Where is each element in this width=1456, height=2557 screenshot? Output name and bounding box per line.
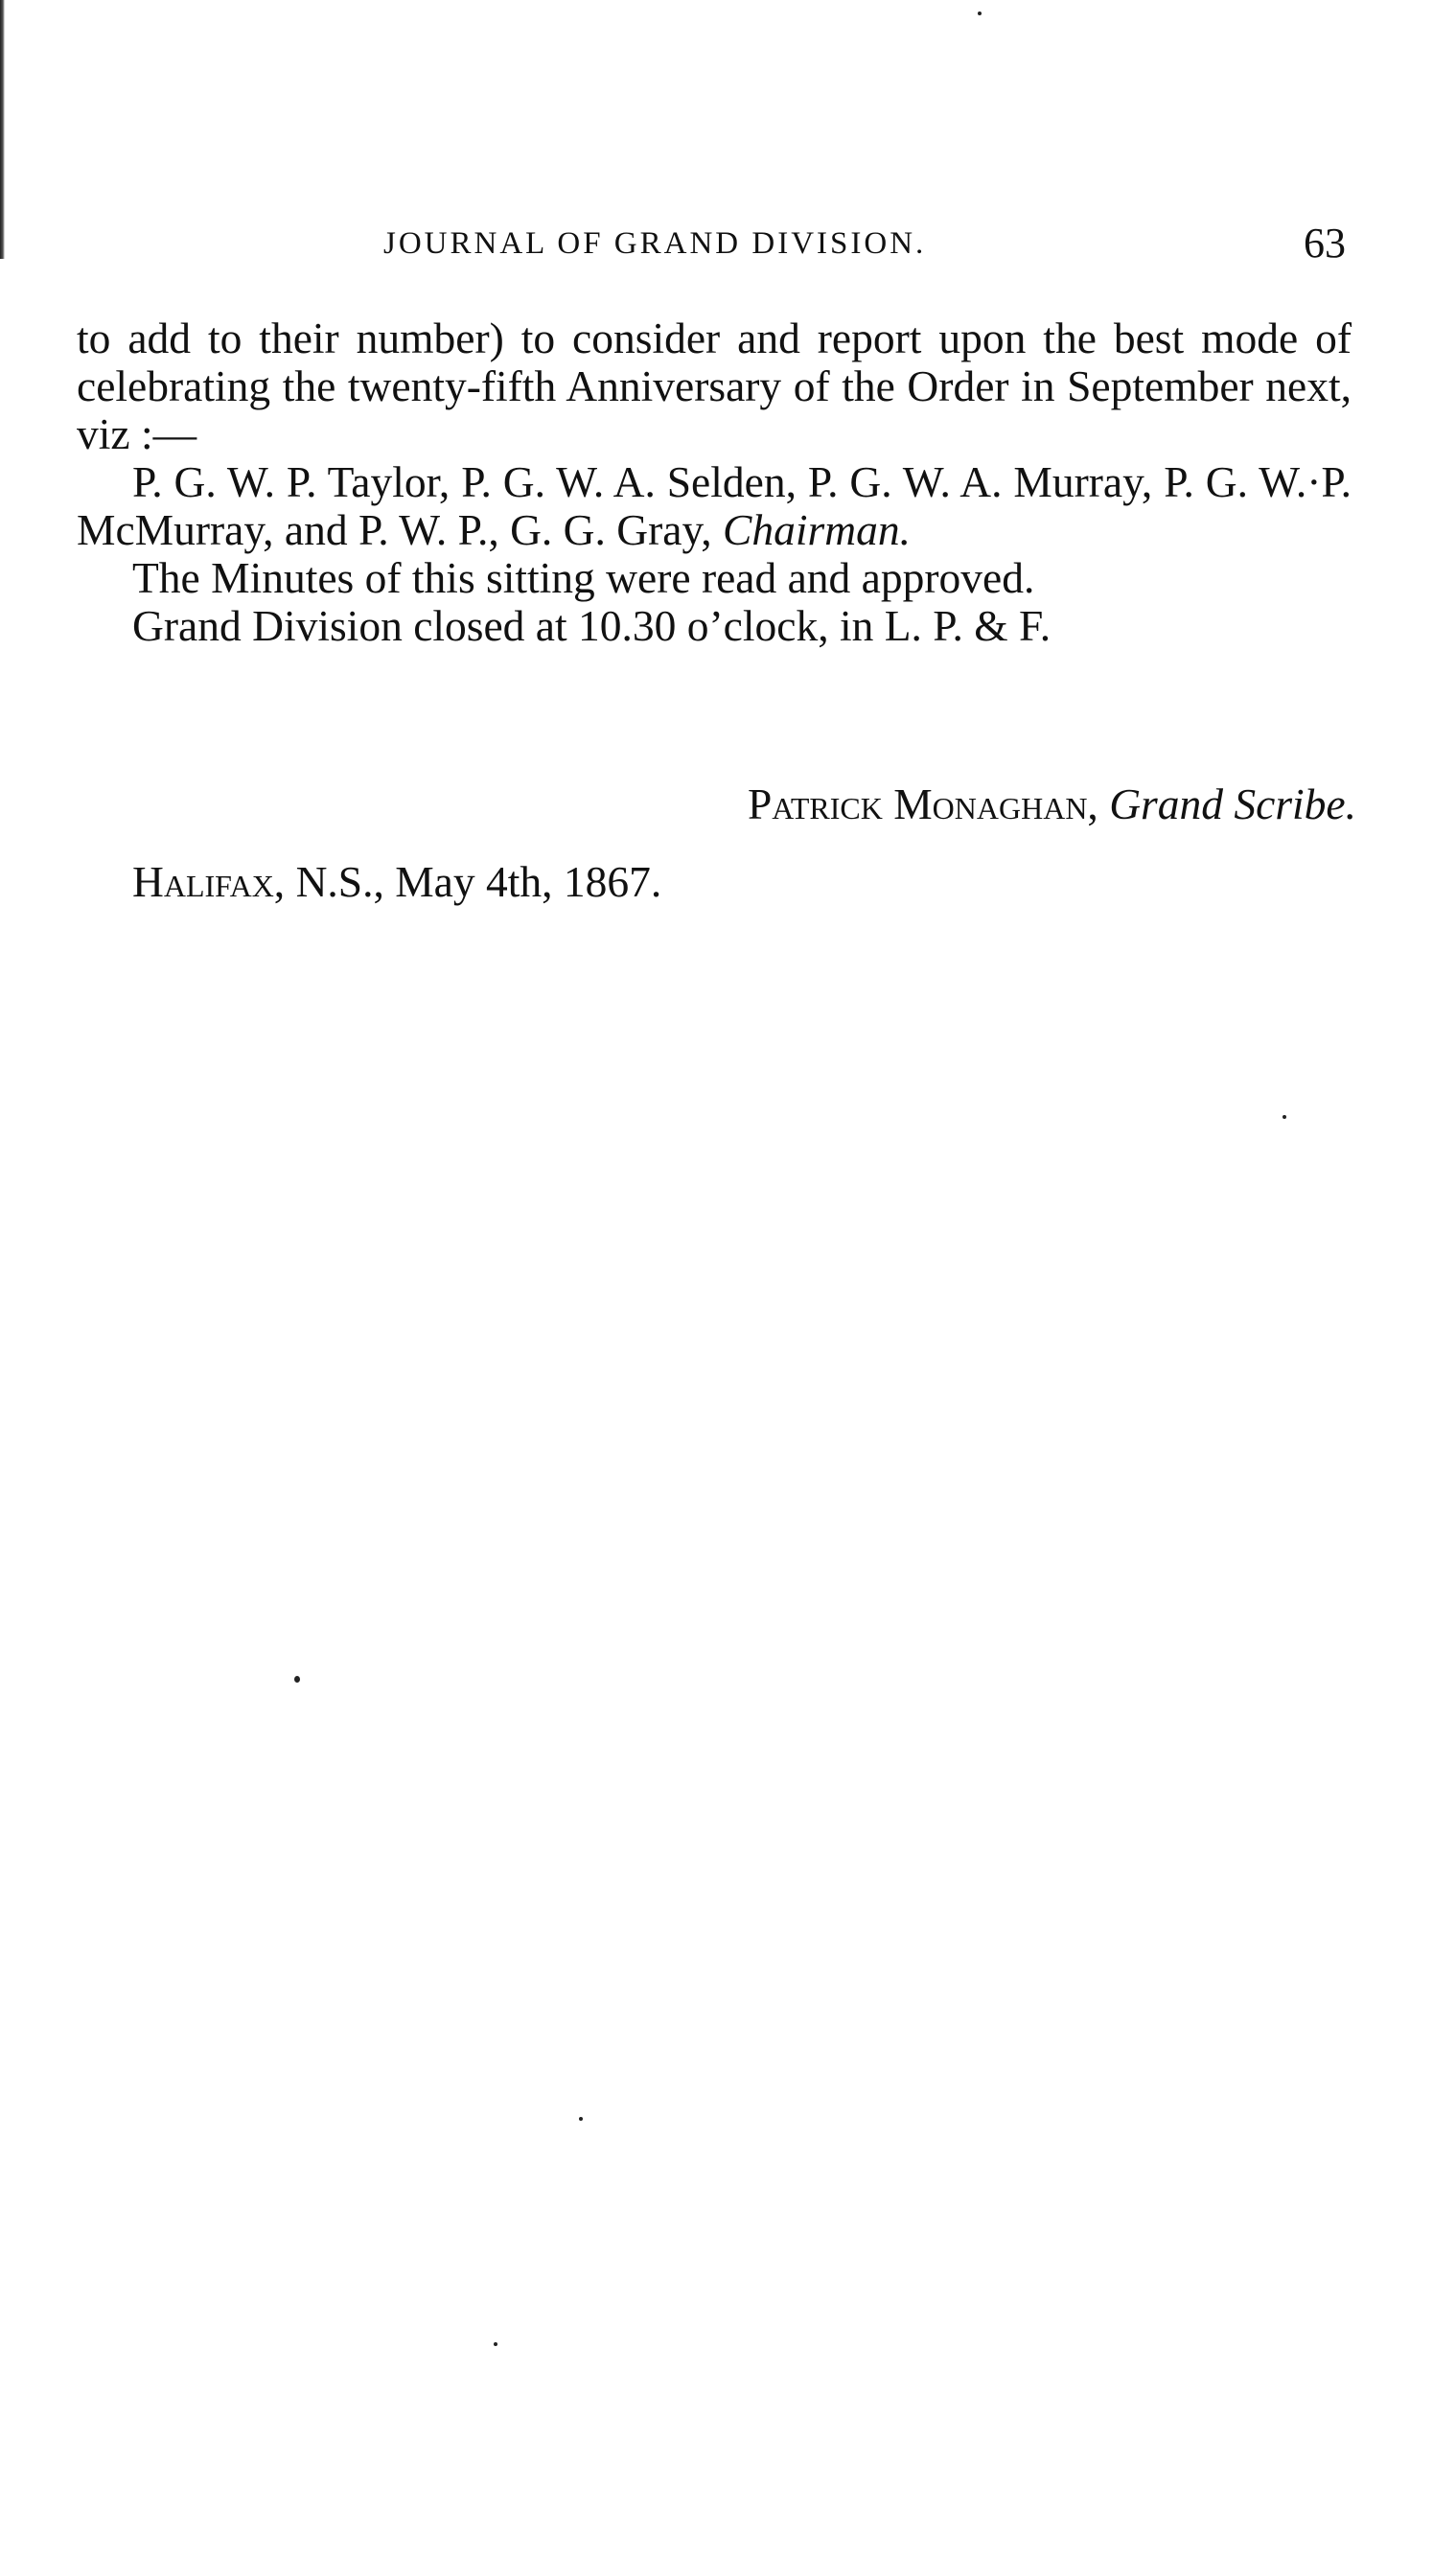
signature-line [748, 779, 1356, 829]
paragraph-committee-purpose: to add to their number) to consider and report upon the best mode of celebrating the twenty-fifth Anniversary of the Order in September next, viz :— [77, 314, 1352, 458]
page-binding-edge [0, 0, 5, 259]
running-header: JOURNAL OF GRAND DIVISION. [383, 226, 927, 261]
committee-chairman: Chairman. [723, 505, 911, 554]
print-speck [978, 12, 982, 15]
paragraph-minutes-approved: The Minutes of this sitting were read and approved. [132, 553, 1035, 602]
signatory-title: Grand Scribe. [1109, 779, 1356, 828]
print-speck [494, 2342, 497, 2346]
place-name: Halifax, [132, 857, 286, 906]
print-speck [294, 1676, 300, 1683]
paragraph-committee-members [77, 458, 1352, 554]
place-date-line [132, 856, 661, 907]
signatory-name: Patrick Monaghan, [747, 779, 1098, 828]
print-speck [1283, 1115, 1286, 1119]
date-text: N.S., May 4th, 1867. [285, 857, 662, 906]
print-speck [579, 2117, 583, 2121]
paragraph-division-closed: Grand Division closed at 10.30 o’clock, in L. P. & F. [132, 601, 1052, 650]
page-number: 63 [1304, 220, 1346, 267]
body-text [77, 314, 1352, 650]
committee-names: P. G. W. P. Taylor, P. G. W. A. Selden, P. G. W. A. Murray, P. G. W.·P. McMurray, and P. W. P., G. G. Gray, [77, 457, 1352, 554]
